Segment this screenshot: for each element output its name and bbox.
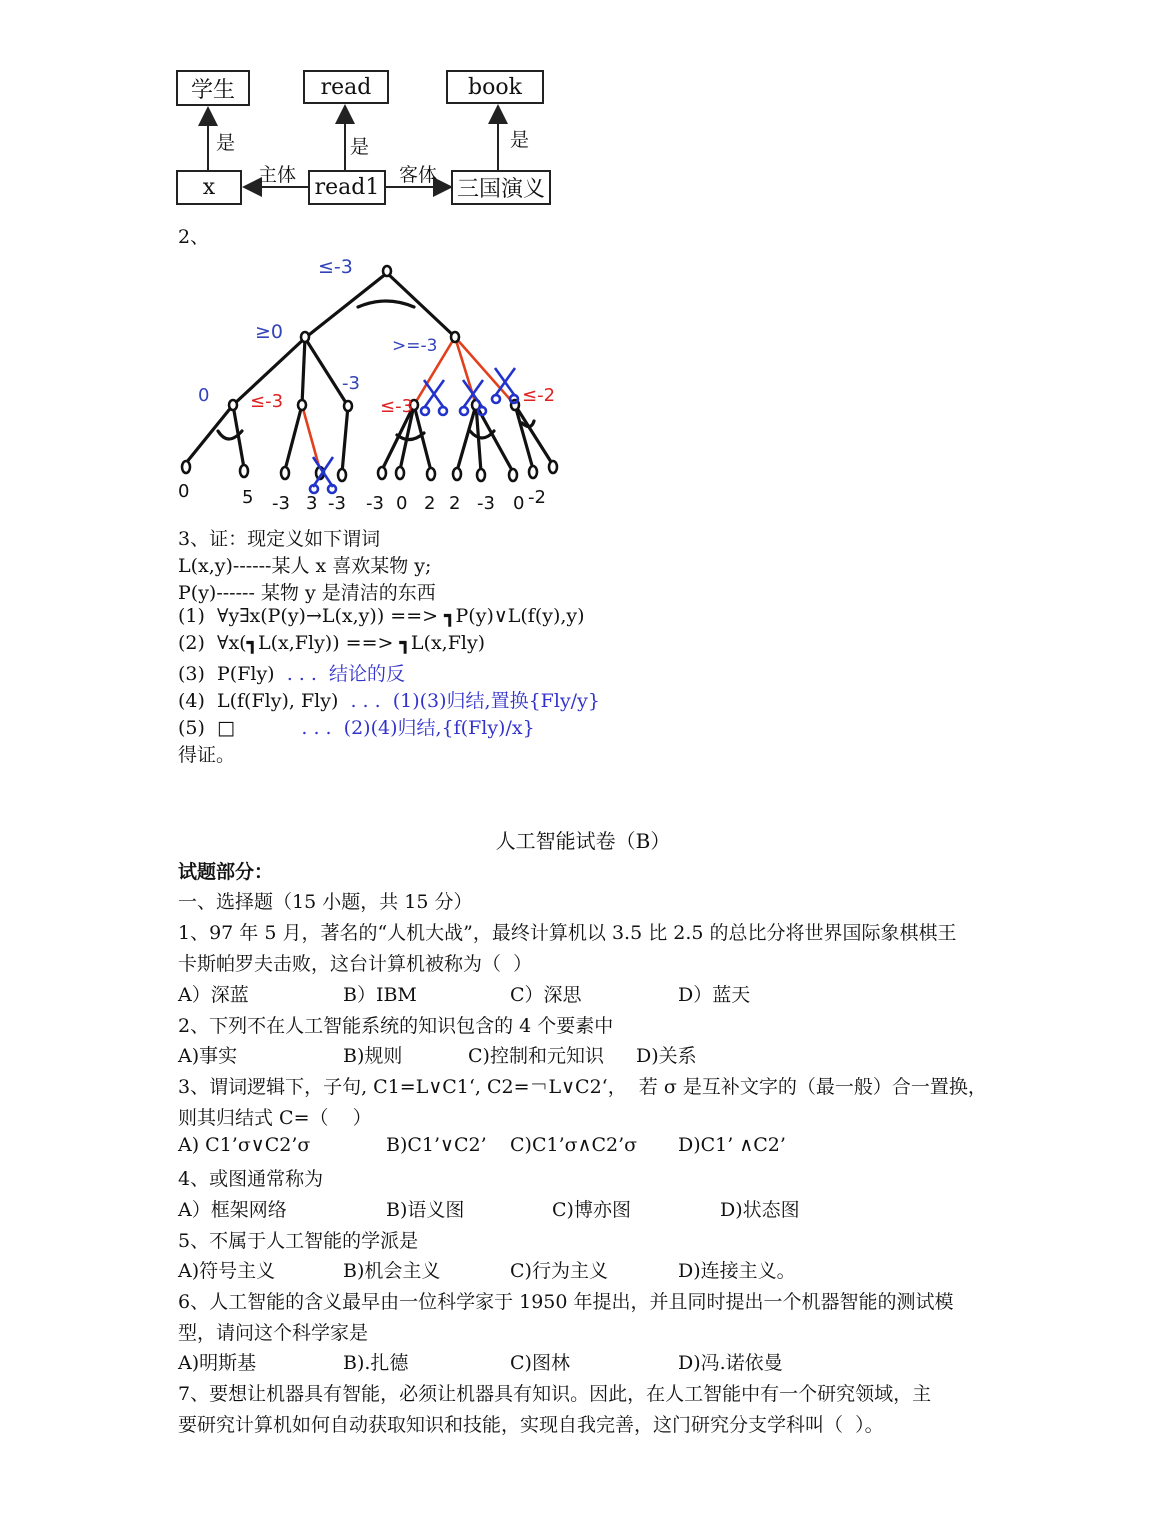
proof-title: 3、证：现定义如下谓词 [178, 528, 381, 550]
node-book: book [446, 70, 544, 104]
proof-step-4 [178, 686, 600, 713]
rl-bound-label: ≤-3 [380, 396, 414, 417]
leaf-value: 3 [306, 493, 318, 514]
leaf-value: 0 [513, 493, 525, 514]
question-6-line-1: 6、人工智能的含义最早由一位科学家于 1950 年提出，并且同时提出一个机器智能的测试模 [178, 1291, 954, 1313]
question-1-line-1: 1、97 年 5 月，著名的“人机大战”，最终计算机以 3.5 比 2.5 的总比分将世界国际象棋棋王 [178, 922, 957, 944]
q1-option-c: C）深思 [510, 984, 582, 1006]
step-2-formula: (2) ∀x(┓L(x,Fly)) ==> [178, 632, 400, 654]
rr-bound-label: ≤-2 [522, 385, 556, 406]
step-4-note: . . . (1)(3)归结,置换{Fly/y} [350, 690, 600, 712]
q4-option-a: A）框架网络 [178, 1199, 287, 1221]
proof-def-1: L(x,y)------某人 x 喜欢某物 y; [178, 555, 432, 577]
leaf-value: -3 [477, 493, 495, 514]
ll-bound-label: 0 [198, 385, 210, 406]
right-bound-label: >=-3 [392, 336, 438, 356]
q5-option-d: D)连接主义。 [678, 1260, 796, 1282]
q5-option-c: C)行为主义 [510, 1260, 608, 1282]
edge-label-subject: 主体 [258, 164, 297, 186]
step-1-result: ┓P(y)∨L(f(y),y) [444, 605, 585, 627]
leaf-value: 2 [424, 493, 436, 514]
node-read: read [303, 70, 389, 104]
step-5-note: . . . (2)(4)归结,{f(Fly)/x} [301, 717, 535, 739]
question-7-line-1: 7、要想让机器具有智能，必须让机器具有知识。因此，在人工智能中有一个研究领域，主 [178, 1383, 932, 1405]
q4-option-c: C)博亦图 [552, 1199, 631, 1221]
node-student: 学生 [176, 70, 250, 106]
q4-option-d: D)状态图 [720, 1199, 800, 1221]
leaf-value: 0 [396, 493, 408, 514]
step-2-result: ┓L(x,Fly) [399, 632, 486, 654]
edge-label-is-1: 是 [216, 132, 236, 154]
leaf-value: -3 [328, 493, 346, 514]
proof-def-2: P(y)------ 某物 y 是清洁的东西 [178, 582, 436, 604]
q1-option-a: A）深蓝 [178, 984, 249, 1006]
q1-option-d: D）蓝天 [678, 984, 751, 1006]
question-2-line-1: 2、下列不在人工智能系统的知识包含的 4 个要素中 [178, 1015, 614, 1037]
node-x: x [176, 170, 242, 205]
step-5-formula: (5) □ [178, 717, 302, 739]
edge-label-is-3: 是 [510, 129, 530, 151]
node-sanguo: 三国演义 [451, 170, 551, 205]
q5-option-b: B)机会主义 [343, 1260, 441, 1282]
question-4-line-1: 4、或图通常称为 [178, 1168, 324, 1190]
edge-label-is-2: 是 [350, 136, 370, 158]
q2-option-c: C)控制和元知识 [468, 1045, 604, 1067]
leaf-value: 2 [449, 493, 461, 514]
step-3-note: . . . 结论的反 [286, 663, 405, 685]
q6-option-c: C)图林 [510, 1352, 570, 1374]
q3-option-b: B)C1’∨C2’ [386, 1134, 487, 1156]
proof-step-3 [178, 659, 405, 686]
left-bound-label: ≥0 [255, 321, 284, 343]
exam-part-label: 试题部分： [178, 861, 274, 883]
leaf-value: 5 [242, 487, 254, 508]
exam-title-text: 人工智能试卷（B） [495, 829, 671, 853]
question-7-line-2: 要研究计算机如何自动获取知识和技能，实现自我完善，这门研究分支学科叫（ ）。 [178, 1414, 884, 1436]
leaf-value: -3 [272, 493, 290, 514]
q2-option-d: D)关系 [636, 1045, 697, 1067]
exam-title [0, 825, 1170, 854]
leaf-value: -3 [366, 493, 384, 514]
question-5-line-1: 5、不属于人工智能的学派是 [178, 1230, 419, 1252]
q6-option-d: D)冯.诺依曼 [678, 1352, 783, 1374]
q6-option-a: A)明斯基 [178, 1352, 257, 1374]
q2-option-a: A)事实 [178, 1045, 238, 1067]
question-3-line-2: 则其归结式 C=（ ） [178, 1107, 372, 1129]
q3-option-d: D)C1’ ∧C2’ [678, 1134, 786, 1156]
section-2-label: 2、 [178, 226, 210, 248]
proof-step-2 [178, 632, 485, 654]
leaf-value: -2 [528, 487, 546, 508]
step-3-formula: (3) P(Fly) [178, 663, 287, 685]
q3-option-a: A) C1’σ∨C2’σ [178, 1134, 311, 1156]
node-read1: read1 [308, 170, 386, 205]
exam-section-label: 一、选择题（15 小题，共 15 分） [178, 891, 473, 913]
lr-bound-label: -3 [342, 373, 360, 394]
q2-option-b: B)规则 [343, 1045, 403, 1067]
q3-option-c: C)C1’σ∧C2’σ [510, 1134, 638, 1156]
step-4-formula: (4) L(f(Fly), Fly) [178, 690, 351, 712]
proof-step-5 [178, 713, 535, 740]
q5-option-a: A)符号主义 [178, 1260, 276, 1282]
game-tree [0, 245, 620, 520]
q4-option-b: B)语义图 [386, 1199, 465, 1221]
edge-label-object: 客体 [399, 164, 438, 186]
question-6-line-2: 型，请问这个科学家是 [178, 1322, 369, 1344]
question-3-line-1: 3、谓词逻辑下，子句, C1=L∨C1‘, C2=￢L∨C2‘， 若 σ 是互补文字的（最一般）合一置换， [178, 1076, 987, 1098]
question-1-line-2: 卡斯帕罗夫击败，这台计算机被称为（ ） [178, 953, 533, 975]
proof-step-1 [178, 605, 585, 627]
lm-bound-label: ≤-3 [250, 391, 284, 412]
proof-conclusion: 得证。 [178, 744, 236, 766]
root-bound-label: ≤-3 [318, 256, 353, 278]
q6-option-b: B).扎德 [343, 1352, 409, 1374]
q1-option-b: B）IBM [343, 984, 417, 1006]
step-1-formula: (1) ∀y∃x(P(y)→L(x,y)) ==> [178, 605, 445, 627]
leaf-value: 0 [178, 481, 190, 502]
